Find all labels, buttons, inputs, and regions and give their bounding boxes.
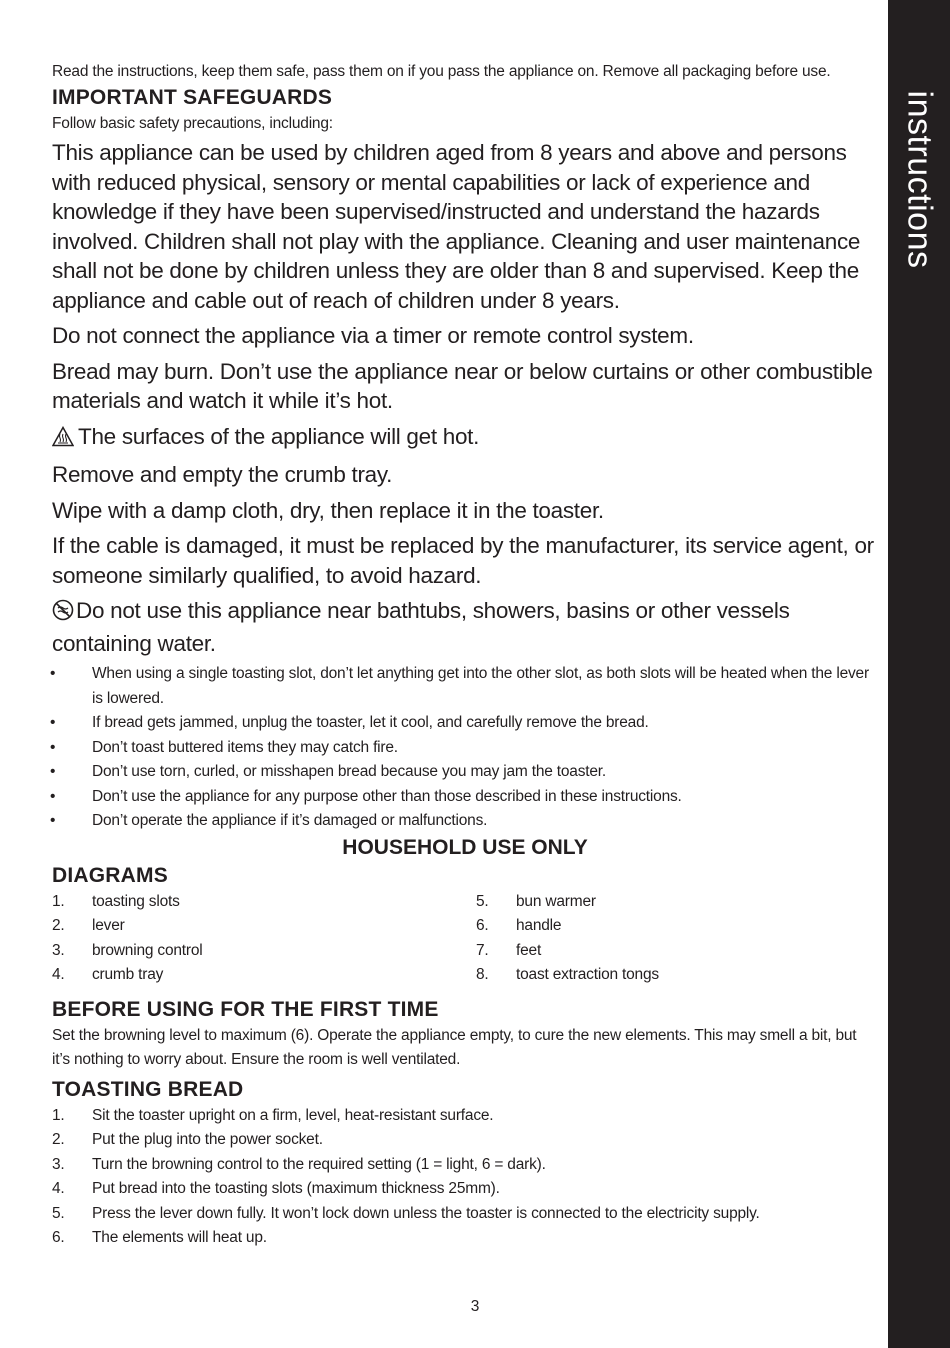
item-label: toast extraction tongs xyxy=(516,966,659,983)
safeguard-paragraph: If the cable is damaged, it must be replaced by the manufacturer, its service agent, or someone similarly qualified, to avoid hazard. xyxy=(52,533,874,588)
list-item xyxy=(52,809,878,834)
bullet-dot: • xyxy=(50,738,56,756)
safeguard-paragraph: Bread may burn. Don’t use the appliance near or below curtains or other combustible materials and watch it while it’s hot. xyxy=(52,358,873,413)
first-time-text: Set the browning level to maximum (6). Operate the appliance empty, to cure the new elements. This may smell a bit, but it’s nothing to worry about. Ensure the room is well ventilated. xyxy=(52,1026,857,1068)
side-tab-label: instructions xyxy=(900,90,939,269)
no-water-icon xyxy=(52,599,74,629)
list-item xyxy=(476,890,876,915)
list-item xyxy=(52,1177,878,1202)
item-label: bun warmer xyxy=(516,892,596,910)
item-number: 4. xyxy=(52,966,65,983)
step-text: Turn the browning control to the required setting (1 = light, 6 = dark). xyxy=(92,1155,546,1173)
item-label: toasting slots xyxy=(92,892,180,910)
step-text: Put the plug into the power socket. xyxy=(92,1131,323,1148)
intro-text: Read the instructions, keep them safe, pass them on if you pass the appliance on. Remove all packaging before use. xyxy=(52,63,831,80)
bullet-dot: • xyxy=(50,812,56,829)
bullet-dot: • xyxy=(50,787,56,805)
item-label: handle xyxy=(516,917,562,934)
step-text: Put bread into the toasting slots (maximum thickness 25mm). xyxy=(92,1180,500,1197)
list-item xyxy=(52,939,476,964)
bullet-dot: • xyxy=(50,763,56,780)
page-number: 3 xyxy=(470,1298,480,1315)
list-item xyxy=(52,760,878,785)
item-number: 7. xyxy=(476,941,489,959)
bullet-text: When using a single toasting slot, don’t let anything get into the other slot, as both slots will be heated when the lever is lowered. xyxy=(92,665,869,707)
safeguard-paragraph: Wipe with a damp cloth, dry, then replace it in the toaster. xyxy=(52,497,604,523)
diagram-legend-left xyxy=(52,890,476,988)
list-item xyxy=(52,1128,878,1153)
item-number: 6. xyxy=(476,917,489,934)
list-item xyxy=(52,890,476,915)
list-item xyxy=(476,939,876,964)
item-number: 8. xyxy=(476,966,489,983)
list-item xyxy=(52,785,878,810)
household-use-heading: HOUSEHOLD USE ONLY xyxy=(342,835,588,859)
safeguards-subheading: Follow basic safety precautions, including: xyxy=(52,115,333,132)
bullet-dot: • xyxy=(50,714,56,731)
step-number: 2. xyxy=(52,1131,65,1148)
item-label: lever xyxy=(92,917,125,934)
safeguard-paragraph-water xyxy=(52,596,878,658)
diagram-legend-right xyxy=(476,890,876,988)
bullet-text: Don’t toast buttered items they may catch fire. xyxy=(92,738,398,756)
list-item xyxy=(52,1104,878,1129)
list-item xyxy=(52,662,878,711)
no-water-text: Do not use this appliance near bathtubs, showers, basins or other vessels containing water. xyxy=(52,598,790,656)
list-item xyxy=(52,1202,878,1227)
hot-surface-text: The surfaces of the appliance will get hot. xyxy=(78,423,480,449)
list-item xyxy=(52,1226,878,1251)
item-label: feet xyxy=(516,941,542,959)
hot-surface-warning-icon xyxy=(52,425,74,455)
safeguard-bullet-list xyxy=(52,662,878,834)
list-item xyxy=(476,963,876,988)
first-time-heading: BEFORE USING FOR THE FIRST TIME xyxy=(52,997,439,1021)
item-number: 2. xyxy=(52,917,65,934)
bullet-text: Don’t use torn, curled, or misshapen bread because you may jam the toaster. xyxy=(92,763,607,780)
list-item xyxy=(52,711,878,736)
diagram-legend xyxy=(52,890,878,988)
page-content xyxy=(52,60,878,1251)
list-item xyxy=(52,736,878,761)
step-number: 3. xyxy=(52,1155,65,1173)
bullet-text: Don’t operate the appliance if it’s damaged or malfunctions. xyxy=(92,812,488,829)
step-text: The elements will heat up. xyxy=(92,1229,267,1246)
item-number: 1. xyxy=(52,892,65,910)
safeguards-heading: IMPORTANT SAFEGUARDS xyxy=(52,86,333,109)
bullet-text: Don’t use the appliance for any purpose other than those described in these instructions. xyxy=(92,787,682,805)
step-number: 1. xyxy=(52,1106,65,1124)
toasting-steps xyxy=(52,1104,878,1251)
spacer xyxy=(52,988,878,996)
item-label: browning control xyxy=(92,941,203,959)
list-item xyxy=(52,1153,878,1178)
step-number: 4. xyxy=(52,1180,65,1197)
list-item xyxy=(52,914,476,939)
step-text: Sit the toaster upright on a firm, level, heat-resistant surface. xyxy=(92,1106,494,1124)
list-item xyxy=(52,963,476,988)
item-label: crumb tray xyxy=(92,966,164,983)
toasting-heading: TOASTING BREAD xyxy=(52,1077,244,1101)
step-number: 6. xyxy=(52,1229,65,1246)
safeguard-paragraph-hot xyxy=(52,422,878,455)
safeguard-paragraph: Do not connect the appliance via a timer or remote control system. xyxy=(52,323,694,348)
bullet-dot: • xyxy=(50,665,56,682)
step-text: Press the lever down fully. It won’t lock down unless the toaster is connected to the electricity supply. xyxy=(92,1204,760,1222)
step-number: 5. xyxy=(52,1204,65,1222)
bullet-text: If bread gets jammed, unplug the toaster, let it cool, and carefully remove the bread. xyxy=(92,714,649,731)
item-number: 3. xyxy=(52,941,65,959)
list-item xyxy=(476,914,876,939)
side-tab xyxy=(888,0,950,1348)
safeguard-paragraph: This appliance can be used by children aged from 8 years and above and persons with reduced physical, sensory or mental capabilities or lack of experience and knowledge if they have been supervised/instructed and understand the hazards involved. Children shall not play with the appliance. Cleaning and user maintenance shall not be done by children unless they are older than 8 and supervised. Keep the appliance and cable out of reach of children under 8 years. xyxy=(52,140,861,313)
diagrams-heading: DIAGRAMS xyxy=(52,863,168,887)
item-number: 5. xyxy=(476,892,489,910)
safeguard-paragraph: Remove and empty the crumb tray. xyxy=(52,462,393,487)
